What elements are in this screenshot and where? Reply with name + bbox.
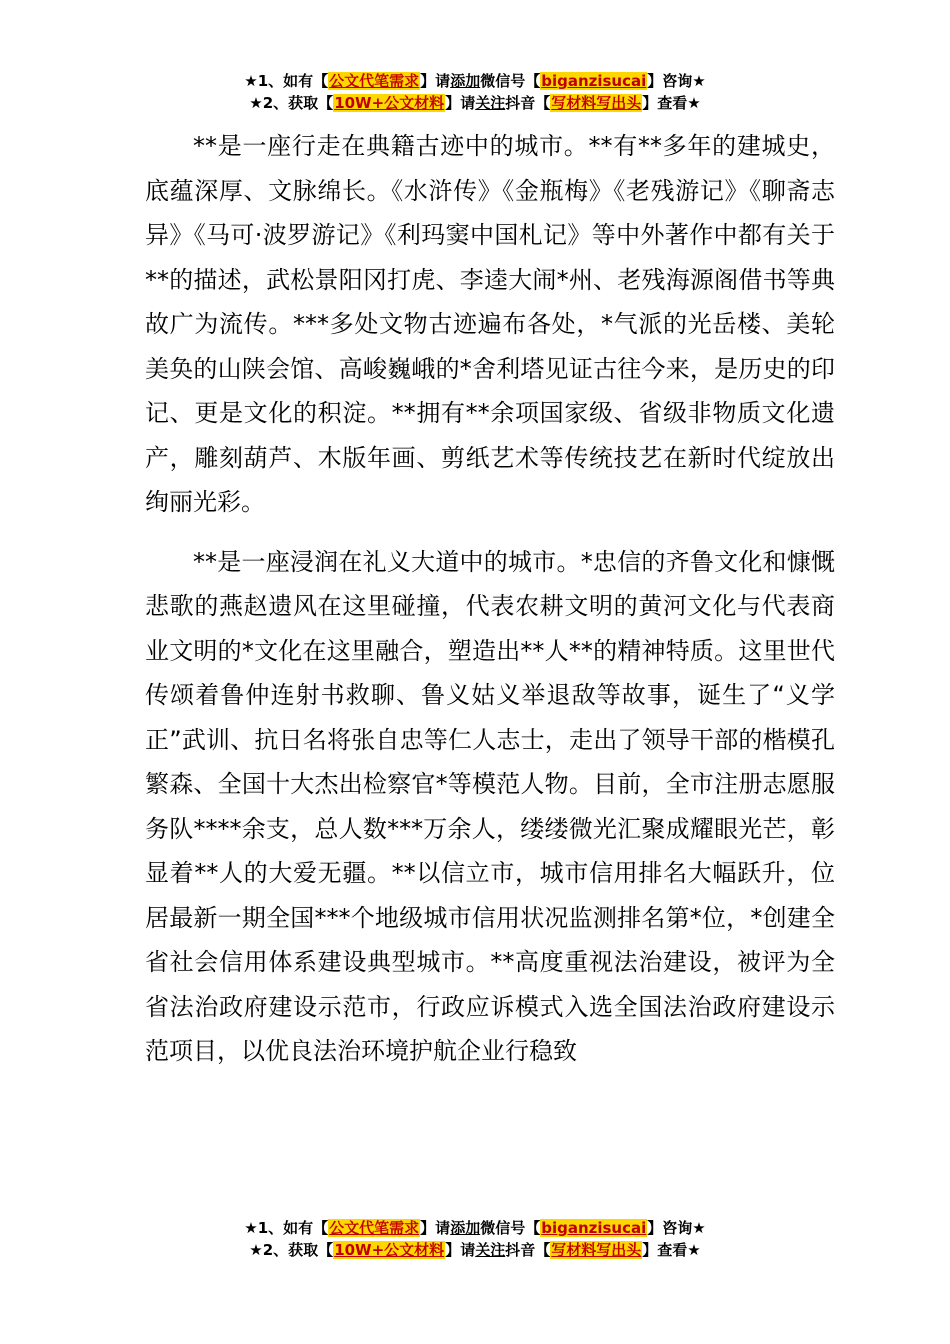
footer-line-1-highlight-service[interactable]: 公文代笔需求 bbox=[329, 1219, 420, 1237]
footer-line-2-mid: 】请 bbox=[445, 1241, 476, 1259]
footer-line-2 bbox=[0, 1239, 950, 1261]
header-line-2-follow: 关注 bbox=[475, 94, 506, 112]
footer-line-1-mid2: 微信号【 bbox=[480, 1219, 541, 1237]
footer-line-2-douyin-account[interactable]: 写材料写出头 bbox=[551, 1241, 642, 1259]
header-banner bbox=[0, 70, 950, 114]
header-line-2-douyin-account[interactable]: 写材料写出头 bbox=[551, 94, 642, 112]
header-line-1 bbox=[0, 70, 950, 92]
footer-line-1 bbox=[0, 1217, 950, 1239]
footer-line-2-highlight-materials[interactable]: 10W+公文材料 bbox=[334, 1241, 445, 1259]
header-line-2-suffix: 】查看★ bbox=[642, 94, 701, 112]
header-line-1-highlight-service[interactable]: 公文代笔需求 bbox=[329, 72, 420, 90]
header-line-1-prefix: ★1、如有【 bbox=[244, 72, 329, 90]
footer-line-1-mid: 】请 bbox=[420, 1219, 451, 1237]
footer-line-2-suffix: 】查看★ bbox=[642, 1241, 701, 1259]
footer-line-1-suffix: 】咨询★ bbox=[647, 1219, 706, 1237]
footer-banner bbox=[0, 1217, 950, 1261]
header-line-2-mid2: 抖音【 bbox=[505, 94, 551, 112]
footer-line-2-prefix: ★2、获取【 bbox=[249, 1241, 334, 1259]
footer-line-1-wechat-id[interactable]: biganzisucai bbox=[541, 1219, 647, 1237]
footer-line-2-follow: 关注 bbox=[475, 1241, 506, 1259]
body-paragraph-2: **是一座浸润在礼义大道中的城市。*忠信的齐鲁文化和慷慨悲歌的燕赵遗风在这里碰撞，代表农耕文明的黄河文化与代表商业文明的*文化在这里融合，塑造出**人**的精神特质。这里世代传颂着鲁仲连射书救聊、鲁义姑义举退敌等故事，诞生了“义学正”武训、抗日名将张自忠等仁人志士，走出了领导干部的楷模孔繁森、全国十大杰出检察官*等模范人物。目前，全市注册志愿服务队****余支，总人数***万余人，缕缕微光汇聚成耀眼光芒，彰显着**人的大爱无疆。**以信立市，城市信用排名大幅跃升，位居最新一期全国***个地级城市信用状况监测排名第*位，*创建全省社会信用体系建设典型城市。**高度重视法治建设，被评为全省法治政府建设示范市，行政应诉模式入选全国法治政府建设示范项目，以优良法治环境护航企业行稳致 bbox=[145, 547, 835, 1065]
header-line-1-mid2: 微信号【 bbox=[480, 72, 541, 90]
header-line-2-prefix: ★2、获取【 bbox=[249, 94, 334, 112]
header-line-1-suffix: 】咨询★ bbox=[647, 72, 706, 90]
footer-line-2-mid2: 抖音【 bbox=[505, 1241, 551, 1259]
header-line-2-mid: 】请 bbox=[445, 94, 476, 112]
document-body bbox=[145, 124, 835, 1074]
header-line-2-highlight-materials[interactable]: 10W+公文材料 bbox=[334, 94, 445, 112]
header-line-1-wechat-id[interactable]: biganzisucai bbox=[541, 72, 647, 90]
header-line-1-add: 添加 bbox=[450, 72, 481, 90]
body-paragraph-1: **是一座行走在典籍古迹中的城市。**有**多年的建城史，底蕴深厚、文脉绵长。《水浒传》《金瓶梅》《老残游记》《聊斋志异》《马可·波罗游记》《利玛窦中国札记》等中外著作中都有关于**的描述，武松景阳冈打虎、李逵大闹*州、老残海源阁借书等典故广为流传。***多处文物古迹遍布各处，*气派的光岳楼、美轮美奂的山陕会馆、高峻巍峨的*舍利塔见证古往今来，是历史的印记、更是文化的积淀。**拥有**余项国家级、省级非物质文化遗产，雕刻葫芦、木版年画、剪纸艺术等传统技艺在新时代绽放出绚丽光彩。 bbox=[145, 132, 835, 516]
header-line-1-mid: 】请 bbox=[420, 72, 451, 90]
footer-line-1-prefix: ★1、如有【 bbox=[244, 1219, 329, 1237]
header-line-2 bbox=[0, 92, 950, 114]
footer-line-1-add: 添加 bbox=[450, 1219, 481, 1237]
